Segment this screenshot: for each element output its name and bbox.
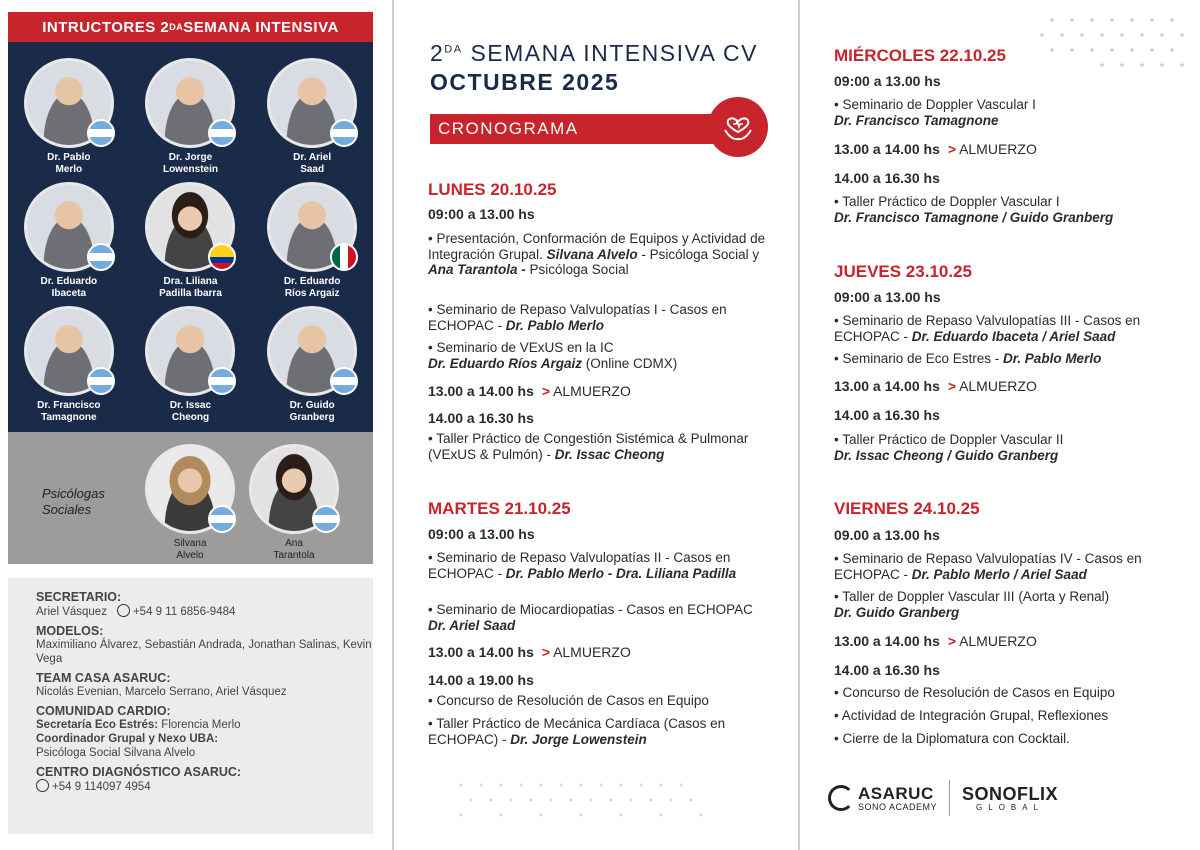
time-slot: 14.00 a 16.30 hs	[834, 170, 940, 186]
schedule-item: • Seminario de VExUS en la IC Dr. Eduardo Ríos Argaiz (Online CDMX)	[428, 340, 678, 371]
time-slot: 09:00 a 13.00 hs	[834, 73, 941, 89]
panel-divider-left	[392, 0, 394, 850]
lunch-break: 13.00 a 14.00 hs > ALMUERZO	[834, 378, 1037, 394]
asaruc-logo: ASARUC SONO ACADEMY	[828, 785, 937, 812]
instructor-photo	[24, 182, 114, 272]
comunidad-heading: COMUNIDAD CARDIO:	[36, 704, 171, 718]
time-slot: 09:00 a 13.00 hs	[428, 526, 535, 542]
decorative-dots	[451, 775, 731, 825]
instructors-header: INTRUCTORES 2 DA SEMANA INTENSIVA	[8, 12, 373, 42]
psychologists-label: Psicólogas Sociales	[42, 486, 105, 517]
instructor-photo	[24, 306, 114, 396]
psychologist-card	[140, 444, 240, 562]
instructor-card	[251, 58, 373, 176]
instructor-photo	[267, 306, 357, 396]
instructor-photo	[267, 182, 357, 272]
instructor-photo	[145, 306, 235, 396]
instructor-card	[130, 182, 252, 300]
arrow-right-icon: >	[947, 378, 957, 394]
schedule-item: • Presentación, Conformación de Equipos y Actividad de Integración Grupal. Silvana Alvelo - Psicóloga Social y Ana Tarantola - Psicóloga Social	[428, 231, 766, 277]
instructor-grid	[8, 58, 373, 424]
centro-phone[interactable]: +54 9 114097 4954	[52, 781, 151, 793]
psychologist-name: Silvana Alvelo	[173, 538, 207, 561]
arrow-right-icon: >	[947, 141, 957, 157]
schedule-item: • Seminario de Repaso Valvulopatías II - Casos en ECHOPAC - Dr. Pablo Merlo - Dra. Liliana Padilla	[428, 550, 737, 581]
time-slot: 09:00 a 13.00 hs	[834, 289, 941, 305]
schedule-item: • Seminario de Repaso Valvulopatías I - Casos en ECHOPAC - Dr. Pablo Merlo	[428, 302, 727, 333]
argentina-flag-icon	[208, 505, 236, 533]
day-heading-jueves: JUEVES 23.10.25	[834, 262, 972, 281]
lunch-break: 13.00 a 14.00 hs > ALMUERZO	[834, 141, 1037, 157]
decorative-dots	[1032, 10, 1192, 80]
argentina-flag-icon	[208, 367, 236, 395]
schedule-right-panel	[802, 0, 1200, 850]
argentina-flag-icon	[87, 367, 115, 395]
argentina-flag-icon	[330, 119, 358, 147]
schedule-item: • Seminario de Repaso Valvulopatías III - Casos en ECHOPAC - Dr. Eduardo Ibaceta / Ariel Saad	[834, 313, 1141, 344]
secretario-heading: SECRETARIO:	[36, 590, 122, 604]
argentina-flag-icon	[208, 119, 236, 147]
time-slot: 14.00 a 16.30 hs	[834, 407, 940, 423]
instructor-card	[8, 58, 130, 176]
instructor-name: Dr. Eduardo Ríos Argaiz	[283, 276, 341, 299]
lunch-break: 13.00 a 14.00 hs > ALMUERZO	[834, 633, 1037, 649]
instructor-name: Dr. Guido Granberg	[289, 400, 335, 423]
staff-info-panel	[8, 578, 373, 834]
argentina-flag-icon	[312, 505, 340, 533]
modelos-heading: MODELOS:	[36, 624, 104, 638]
instructor-photo	[267, 58, 357, 148]
secretario-line: Ariel Vásquez +54 9 11 6856-9484	[36, 606, 236, 618]
instructor-name: Dra. Liliana Padilla Ibarra	[159, 276, 222, 299]
day-heading-miercoles: MIÉRCOLES 22.10.25	[834, 46, 1006, 65]
modelos-text: Maximiliano Álvarez, Sebastián Andrada, Jonathan Salinas, Kevin Vega	[36, 639, 372, 665]
team-text: Nicolás Evenian, Marcelo Serrano, Ariel Vásquez	[36, 686, 287, 698]
logo-divider	[949, 780, 950, 816]
arrow-right-icon: >	[947, 633, 957, 649]
instructor-photo	[24, 58, 114, 148]
day-heading-martes: MARTES 21.10.25	[428, 499, 571, 518]
psychologist-name: Ana Tarantola	[273, 538, 315, 561]
instructor-card	[8, 182, 130, 300]
footer-logos	[828, 780, 1058, 816]
instructor-name: Dr. Issac Cheong	[169, 400, 212, 423]
schedule-item: • Seminario de Repaso Valvulopatías IV - Casos en ECHOPAC - Dr. Pablo Merlo / Ariel Saad	[834, 551, 1142, 582]
instructor-card	[8, 306, 130, 424]
instructor-photo	[145, 58, 235, 148]
time-slot: 09:00 a 13.00 hs	[428, 206, 535, 222]
asaruc-mark-icon	[828, 785, 854, 811]
cronograma-banner: CRONOGRAMA	[430, 114, 740, 144]
psychologist-photo	[145, 444, 235, 534]
schedule-item: • Seminario de Doppler Vascular I Dr. Francisco Tamagnone	[834, 97, 1036, 128]
argentina-flag-icon	[330, 367, 358, 395]
time-slot: 09.00 a 13.00 hs	[834, 527, 940, 543]
schedule-center-panel	[396, 0, 798, 850]
coordinador-label: Coordinador Grupal y Nexo UBA:	[36, 733, 219, 745]
schedule-item: • Seminario de Eco Estres - Dr. Pablo Merlo	[834, 351, 1102, 366]
secretario-phone[interactable]: +54 9 11 6856-9484	[132, 606, 236, 618]
sonoflix-logo: SONOFLIX GLOBAL	[962, 783, 1059, 812]
schedule-item: • Concurso de Resolución de Casos en Equipo	[428, 693, 709, 708]
heart-hands-icon	[708, 97, 768, 157]
secretaria-eco-line: Secretaría Eco Estrés: Florencia Merlo	[36, 719, 241, 731]
whatsapp-icon	[117, 604, 130, 617]
time-slot: 14.00 a 19.00 hs	[428, 672, 534, 688]
instructor-card	[130, 58, 252, 176]
instructor-card	[251, 182, 373, 300]
time-slot: 14.00 a 16.30 hs	[428, 410, 534, 426]
lunch-break: 13.00 a 14.00 hs > ALMUERZO	[428, 644, 631, 660]
arrow-right-icon: >	[541, 383, 551, 399]
arrow-right-icon: >	[541, 644, 551, 660]
schedule-item: • Taller de Doppler Vascular III (Aorta y Renal) Dr. Guido Granberg	[834, 589, 1110, 620]
whatsapp-icon	[36, 779, 49, 792]
instructor-name: Dr. Pablo Merlo	[47, 152, 91, 175]
schedule-item: • Seminario de Miocardiopatias - Casos en ECHOPAC Dr. Ariel Saad	[428, 602, 753, 633]
instructors-panel	[8, 12, 373, 432]
centro-heading: CENTRO DIAGNÓSTICO ASARUC:	[36, 765, 242, 779]
mexico-flag-icon	[330, 243, 358, 271]
time-slot: 14.00 a 16.30 hs	[834, 662, 940, 678]
schedule-item: • Taller Práctico de Mecánica Cardíaca (Casos en ECHOPAC) - Dr. Jorge Lowenstein	[428, 716, 726, 747]
instructor-name: Dr. Ariel Saad	[293, 152, 332, 175]
instructor-photo	[145, 182, 235, 272]
schedule-item: • Cierre de la Diplomatura con Cocktail.	[834, 731, 1070, 746]
schedule-item: • Taller Práctico de Congestión Sistémica & Pulmonar (VExUS & Pulmón) - Dr. Issac Cheong	[428, 431, 749, 462]
schedule-item: • Concurso de Resolución de Casos en Equipo	[834, 685, 1115, 700]
argentina-flag-icon	[87, 119, 115, 147]
instructor-card	[130, 306, 252, 424]
instructor-name: Dr. Francisco Tamagnone	[37, 400, 101, 423]
lunch-break: 13.00 a 14.00 hs > ALMUERZO	[428, 383, 631, 399]
schedule-item: • Taller Práctico de Doppler Vascular I Dr. Francisco Tamagnone / Guido Granberg	[834, 194, 1114, 225]
panel-divider-right	[798, 0, 800, 850]
psychologists-panel	[8, 432, 373, 564]
colombia-flag-icon	[208, 243, 236, 271]
day-heading-lunes: LUNES 20.10.25	[428, 180, 557, 199]
schedule-item: • Actividad de Integración Grupal, Reflexiones	[834, 708, 1109, 723]
instructor-name: Dr. Eduardo Ibaceta	[40, 276, 98, 299]
centro-line	[36, 779, 373, 794]
team-heading: TEAM CASA ASARUC:	[36, 671, 171, 685]
psychologist-card	[244, 444, 344, 562]
psychologist-photo	[249, 444, 339, 534]
argentina-flag-icon	[87, 243, 115, 271]
instructor-card	[251, 306, 373, 424]
coordinador-name: Psicóloga Social Silvana Alvelo	[36, 747, 196, 759]
day-heading-viernes: VIERNES 24.10.25	[834, 499, 980, 518]
page-title: $2^{DA}$ SEMANA INTENSIVA CV OCTUBRE 2025	[430, 40, 758, 95]
instructor-name: Dr. Jorge Lowenstein	[162, 152, 218, 175]
schedule-item: • Taller Práctico de Doppler Vascular II Dr. Issac Cheong / Guido Granberg	[834, 432, 1064, 463]
